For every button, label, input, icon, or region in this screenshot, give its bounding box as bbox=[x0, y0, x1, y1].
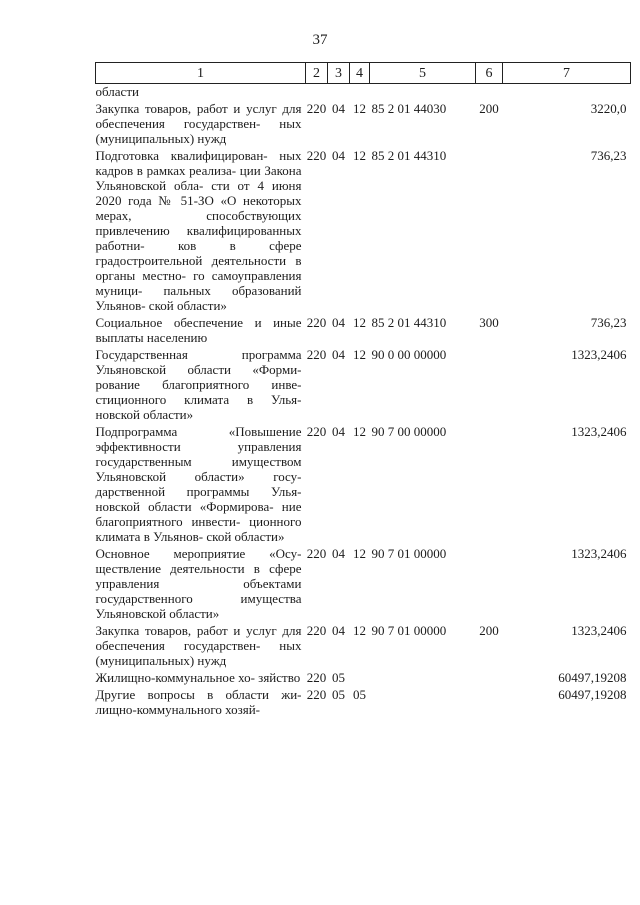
row-code-3: 04 bbox=[332, 101, 345, 116]
row-name: области bbox=[95, 84, 139, 99]
table-row bbox=[96, 687, 631, 719]
row-code-4: 12 bbox=[353, 148, 366, 163]
row-amount: 1323,2406 bbox=[571, 546, 627, 561]
column-header-5: 5 bbox=[370, 63, 476, 84]
row-code-3: 05 bbox=[332, 687, 345, 702]
page-number: 37 bbox=[312, 32, 328, 48]
row-code-6 bbox=[476, 670, 503, 687]
table-header-row bbox=[96, 63, 631, 84]
column-header-4: 4 bbox=[350, 63, 370, 84]
row-code-3: 04 bbox=[332, 623, 345, 638]
row-code-6 bbox=[476, 84, 503, 102]
row-code-6 bbox=[476, 424, 503, 546]
table-row bbox=[96, 347, 631, 424]
table-row bbox=[96, 101, 631, 148]
row-code-5: 85 2 01 44310 bbox=[371, 148, 447, 163]
table-row bbox=[96, 424, 631, 546]
row-code-4: 12 bbox=[353, 101, 366, 116]
row-name: Другие вопросы в области жи- лищно-коммунального хозяй- bbox=[95, 687, 302, 717]
row-code-4: 12 bbox=[353, 623, 366, 638]
row-code-2: 220 bbox=[306, 623, 327, 638]
column-header-1: 1 bbox=[96, 63, 306, 84]
row-name: Подготовка квалифицирован- ных кадров в рамках реализа- ции Закона Ульяновской обла- сти от 4 июня 2020 года № 51-ЗО «О некоторых мерах, способствующих привлечению квалифицированных работни- ков в сфере градостроительной деятельности в органы местно- го самоуправления муници- пальных образований Ульянов- ской области» bbox=[95, 148, 302, 313]
table-row bbox=[96, 623, 631, 670]
row-code-6: 200 bbox=[479, 101, 499, 116]
row-code-6 bbox=[476, 347, 503, 424]
row-code-5: 85 2 01 44030 bbox=[371, 101, 447, 116]
row-code-2: 220 bbox=[306, 347, 327, 362]
row-code-2: 220 bbox=[306, 424, 327, 439]
table-row bbox=[96, 148, 631, 315]
column-header-2: 2 bbox=[306, 63, 328, 84]
row-name: Закупка товаров, работ и услуг для обеспечения государствен- ных (муниципальных) нужд bbox=[95, 623, 302, 668]
row-code-3 bbox=[328, 84, 350, 102]
column-header-6: 6 bbox=[476, 63, 503, 84]
row-name: Жилищно-коммунальное хо- зяйство bbox=[95, 670, 301, 685]
row-code-6 bbox=[476, 148, 503, 315]
row-code-2 bbox=[306, 84, 328, 102]
row-code-3: 04 bbox=[332, 315, 345, 330]
row-code-4: 12 bbox=[353, 315, 366, 330]
row-code-3: 04 bbox=[332, 347, 345, 362]
table-row bbox=[96, 670, 631, 687]
row-code-3: 05 bbox=[332, 670, 345, 685]
row-code-5 bbox=[370, 670, 476, 687]
table-row bbox=[96, 315, 631, 347]
row-amount: 736,23 bbox=[590, 148, 627, 163]
budget-table bbox=[95, 62, 631, 719]
row-name: Закупка товаров, работ и услуг для обеспечения государствен- ных (муниципальных) нужд bbox=[95, 101, 302, 146]
row-amount: 1323,2406 bbox=[571, 424, 627, 439]
row-amount: 1323,2406 bbox=[571, 623, 627, 638]
row-code-3: 04 bbox=[332, 148, 345, 163]
table-row bbox=[96, 84, 631, 102]
row-name: Государственная программа Ульяновской области «Форми- рование благоприятного инве- стиционного климата в Улья- новской области» bbox=[95, 347, 302, 422]
table-row bbox=[96, 546, 631, 623]
row-amount: 3220,0 bbox=[590, 101, 627, 116]
row-code-3: 04 bbox=[332, 546, 345, 561]
row-amount: 1323,2406 bbox=[571, 347, 627, 362]
row-code-4: 12 bbox=[353, 546, 366, 561]
row-code-2: 220 bbox=[306, 687, 327, 702]
row-amount: 60497,19208 bbox=[558, 687, 627, 702]
row-amount bbox=[503, 84, 631, 102]
row-code-5 bbox=[370, 687, 476, 719]
row-code-5 bbox=[370, 84, 476, 102]
row-code-5: 90 7 01 00000 bbox=[371, 546, 447, 561]
row-code-2: 220 bbox=[306, 148, 327, 163]
row-name: Подпрограмма «Повышение эффективности управления государственным имуществом Ульяновской области» госу- дарственной программы Улья- новской области «Формирова- ние благоприятного инвести- ционного климата в Ульянов- ской области» bbox=[95, 424, 302, 544]
row-code-6 bbox=[476, 546, 503, 623]
row-name: Основное мероприятие «Осу- ществление деятельности в сфере управления объектами государственного имущества Ульяновской области» bbox=[95, 546, 302, 621]
row-code-2: 220 bbox=[306, 670, 327, 685]
row-code-2: 220 bbox=[306, 315, 327, 330]
row-code-5: 90 7 01 00000 bbox=[371, 623, 447, 638]
row-code-5: 85 2 01 44310 bbox=[371, 315, 447, 330]
row-code-4 bbox=[350, 84, 370, 102]
row-code-6 bbox=[476, 687, 503, 719]
column-header-7: 7 bbox=[503, 63, 631, 84]
row-code-6: 300 bbox=[479, 315, 499, 330]
row-code-5: 90 0 00 00000 bbox=[371, 347, 447, 362]
row-amount: 736,23 bbox=[590, 315, 627, 330]
table-body bbox=[96, 84, 631, 720]
column-header-3: 3 bbox=[328, 63, 350, 84]
row-code-4: 12 bbox=[353, 424, 366, 439]
row-code-2: 220 bbox=[306, 101, 327, 116]
row-code-4: 05 bbox=[353, 687, 366, 702]
row-code-4: 12 bbox=[353, 347, 366, 362]
row-code-6: 200 bbox=[479, 623, 499, 638]
row-amount: 60497,19208 bbox=[558, 670, 627, 685]
row-code-3: 04 bbox=[332, 424, 345, 439]
row-code-5: 90 7 00 00000 bbox=[371, 424, 447, 439]
row-code-4 bbox=[350, 670, 370, 687]
row-code-2: 220 bbox=[306, 546, 327, 561]
row-name: Социальное обеспечение и иные выплаты населению bbox=[95, 315, 302, 345]
